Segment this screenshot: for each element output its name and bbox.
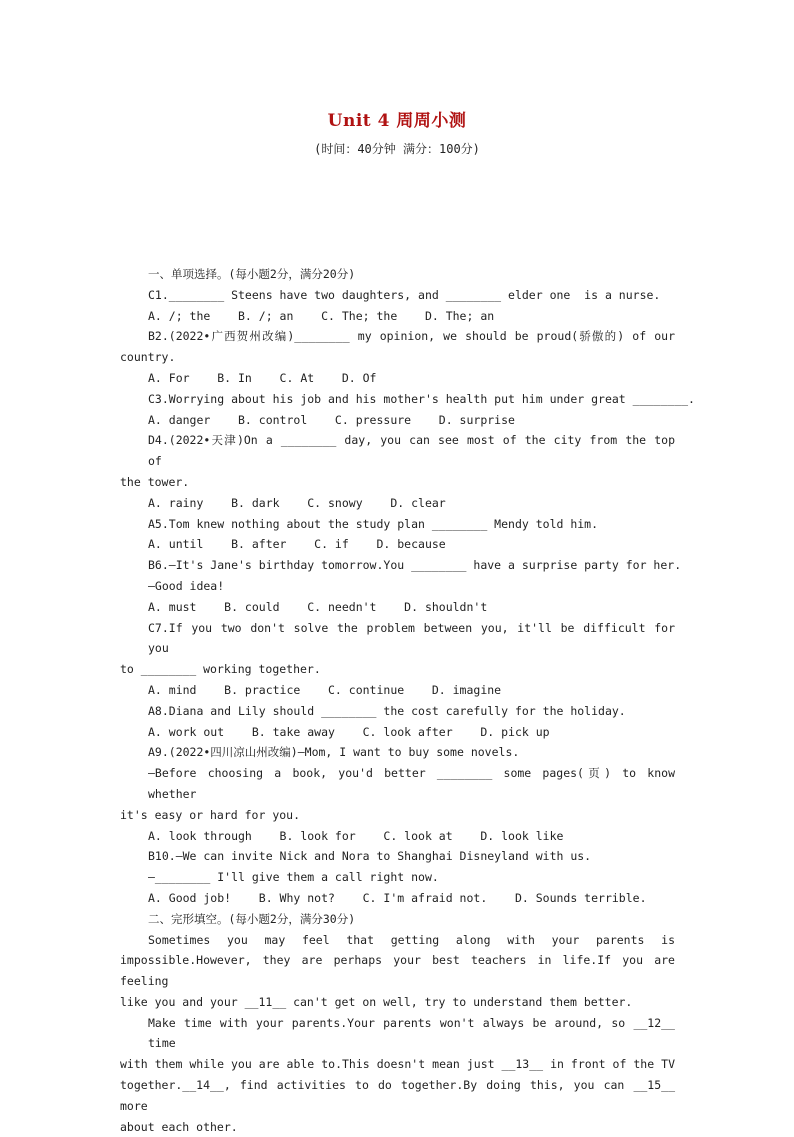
text-line: B2.(2022•广西贺州改编)________ my opinion, we should be proud(骄傲的) of our [148, 329, 675, 344]
text-line: C7.If you two don't solve the problem between you, it'll be difficult for you [148, 620, 675, 656]
text-line: with them while you are able to.This doesn't mean just __13__ in front of the TV [120, 1057, 675, 1072]
text-line: the tower. [120, 474, 190, 489]
text-line: A. look through B. look for C. look at D. look like [148, 828, 564, 843]
text-line: —________ I'll give them a call right now. [148, 870, 439, 885]
text-line: together.__14__, find activities to do together.By doing this, you can __15__ more [120, 1078, 675, 1113]
text-line: A9.(2022•四川凉山州改编)—Mom, I want to buy some novels. [148, 745, 520, 760]
text-line: A. must B. could C. needn't D. shouldn't [148, 599, 488, 614]
text-line: A. /; the B. /; an C. The; the D. The; an [148, 308, 495, 323]
text-line: C3.Worrying about his job and his mother's health put him under great ________. [148, 391, 695, 406]
text-line: —Good idea! [148, 578, 225, 593]
text-line: like you and your __11__ can't get on well, try to understand them better. [120, 994, 633, 1009]
text-line: C1.________ Steens have two daughters, and ________ elder one is a nurse. [148, 287, 661, 302]
text-line: to ________ working together. [120, 662, 321, 677]
text-line: 二、完形填空。(每小题2分，满分30分) [148, 911, 356, 926]
text-line: B10.—We can invite Nick and Nora to Shanghai Disneyland with us. [148, 849, 592, 864]
text-line: A. work out B. take away C. look after D. pick up [148, 724, 550, 739]
text-line: country. [120, 350, 176, 365]
text-line: —Before choosing a book, you'd better ________ some pages(页) to know whether [148, 766, 675, 801]
text-line: 一、单项选择。(每小题2分，满分20分) [148, 267, 356, 281]
text-line: A. Good job! B. Why not? C. I'm afraid not. D. Sounds terrible. [148, 890, 647, 905]
text-line: impossible.However, they are perhaps your best teachers in life.If you are feeling [120, 953, 675, 989]
page-title: Unit 4 周周小测 [327, 111, 467, 131]
page-subtitle: (时间：40分钟 满分：100分) [314, 142, 480, 156]
text-line: A. rainy B. dark C. snowy D. clear [148, 495, 446, 510]
text-line: A. For B. In C. At D. Of [148, 370, 377, 385]
text-line: Sometimes you may feel that getting along with your parents is [148, 932, 675, 947]
text-line: B6.—It's Jane's birthday tomorrow.You ________ have a surprise party for her. [148, 558, 682, 573]
text-line: D4.(2022•天津)On a ________ day, you can see most of the city from the top of [148, 433, 675, 469]
text-line: A8.Diana and Lily should ________ the cost carefully for the holiday. [148, 703, 626, 718]
text-line: A. danger B. control C. pressure D. surprise [148, 412, 515, 427]
text-line: A. mind B. practice C. continue D. imagine [148, 682, 502, 697]
worksheet-content [120, 264, 695, 1137]
text-line: A. until B. after C. if D. because [148, 537, 446, 552]
text-line: it's easy or hard for you. [120, 807, 301, 822]
text-line: Make time with your parents.Your parents won't always be around, so __12__ time [148, 1015, 675, 1051]
text-line: about each other. [120, 1119, 238, 1134]
text-line: A5.Tom knew nothing about the study plan ________ Mendy told him. [148, 516, 599, 531]
